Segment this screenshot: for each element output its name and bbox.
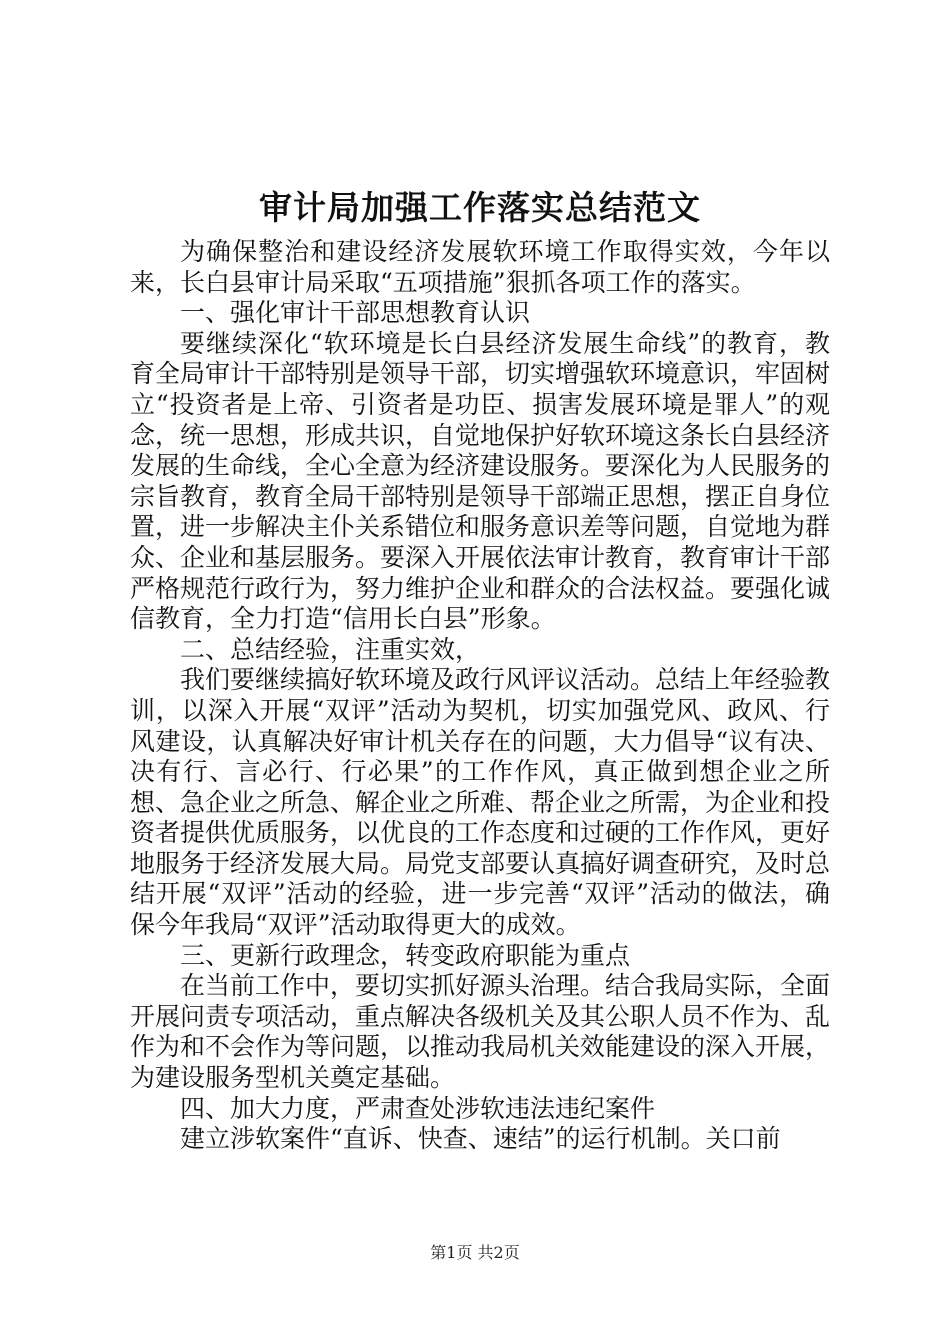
paragraph-section-2: 我们要继续搞好软环境及政行风评议活动。总结上年经验教训，以深入开展“双评”活动为契机，切实加强党风、政风、行风建设，认真解决好审计机关存在的问题，大力倡导“议有决、决有行、言必行、行必果”的工作作风，真正做到想企业之所想、急企业之所急、解企业之所难、帮企业之所需，为企业和投资者提供优质服务，以优良的工作态度和过硬的工作作风，更好地服务于经济发展大局。局党支部要认真搞好调查研究，及时总结开展“双评”活动的经验，进一步完善“双评”活动的做法，确保今年我局“双评”活动取得更大的成效。 (130, 665, 831, 940)
document-title: 审计局加强工作落实总结范文 (259, 188, 701, 227)
paragraph-section-1: 要继续深化“软环境是长白县经济发展生命线”的教育，教育全局审计干部特别是领导干部，切实增强软环境意识，牢固树立“投资者是上帝、引资者是功臣、损害发展环境是罪人”的观念，统一思想，形成共识，自觉地保护好软环境这条长白县经济发展的生命线，全心全意为经济建设服务。要深化为人民服务的宗旨教育，教育全局干部特别是领导干部端正思想，摆正自身位置，进一步解决主仆关系错位和服务意识差等问题，自觉地为群众、企业和基层服务。要深入开展依法审计教育，教育审计干部严格规范行政行为，努力维护企业和群众的合法权益。要强化诚信教育，全力打造“信用长白县”形象。 (130, 328, 831, 634)
section-heading-1: 一、强化审计干部思想教育认识 (180, 298, 531, 328)
page-footer: 第1页 共2页 (430, 1243, 520, 1262)
paragraph-section-3: 在当前工作中，要切实抓好源头治理。结合我局实际，全面开展问责专项活动，重点解决各级机关及其公职人员不作为、乱作为和不会作为等问题，以推动我局机关效能建设的深入开展，为建设服务型机关奠定基础。 (130, 971, 831, 1093)
paragraph-intro: 为确保整治和建设经济发展软环境工作取得实效，今年以来，长白县审计局采取“五项措施”狠抓各项工作的落实。 (130, 237, 830, 297)
section-heading-2: 二、总结经验，注重实效， (180, 634, 481, 664)
section-heading-3: 三、更新行政理念，转变政府职能为重点 (180, 940, 631, 970)
section-heading-4: 四、加大力度，严肃查处涉软违法违纪案件 (180, 1093, 656, 1123)
paragraph-section-4: 建立涉软案件“直诉、快查、速结”的运行机制。关口前 (180, 1124, 781, 1154)
document-body (130, 237, 830, 1155)
